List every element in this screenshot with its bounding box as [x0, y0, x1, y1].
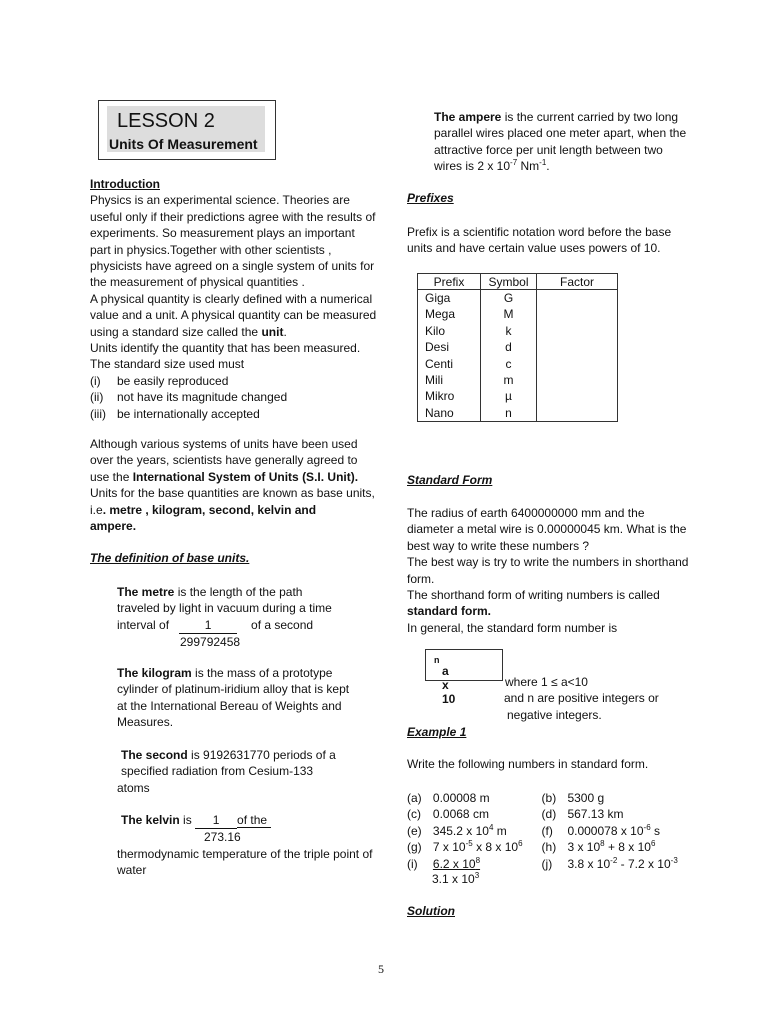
si-line [90, 502, 380, 518]
ampere-text: attractive force per unit length between two [434, 142, 663, 157]
metre-fraction-numerator: 1 [179, 617, 237, 634]
factor-column-header: Factor [537, 274, 618, 290]
example-expression: 0.00008 m [432, 791, 490, 805]
base-units-heading: The definition of base units. [90, 551, 250, 565]
prefixes-text: units and have certain value uses powers of 10. [407, 241, 661, 256]
si-line: Although various systems of units have been used [90, 437, 358, 451]
metre-bold: The metre [117, 585, 175, 599]
metre-text: of a second [251, 617, 314, 632]
list-item-number: (ii) [90, 390, 104, 405]
si-line [90, 518, 380, 534]
symbol-cell: G [481, 290, 537, 307]
symbol-cell: d [481, 339, 537, 355]
kilogram-text: Measures. [117, 715, 174, 730]
formula-base: a x 10 [442, 664, 456, 706]
second-text: atoms [117, 780, 150, 795]
si-unit-bold: International System of Units (S.I. Unit). [132, 469, 359, 484]
condition-text: where 1 ≤ a<10 [505, 675, 588, 689]
factor-cell [537, 405, 618, 422]
example-expression: 345.2 x $10^4$ m [432, 822, 507, 838]
table-row [418, 323, 618, 339]
example-row [407, 839, 707, 855]
kilogram-text: cylinder of platinum-iridium alloy that is kept [117, 682, 350, 697]
prefix-cell: Desi [418, 339, 481, 355]
example-instruction: Write the following numbers in standard form. [407, 757, 649, 771]
lesson-number: LESSON 2 [117, 110, 215, 132]
symbol-column-header: Symbol [481, 274, 537, 290]
symbol-cell: µ [481, 388, 537, 404]
ampere-text: parallel wires placed one meter apart, when the [434, 126, 687, 141]
introduction-body [90, 192, 380, 323]
example-label: (h) [541, 840, 557, 855]
ampere-bold: The ampere [434, 110, 502, 124]
unit-line-text: using a standard size called the [90, 324, 262, 339]
ampere-text: . [546, 159, 550, 174]
introduction-line: the measurement of physical quantities . [90, 275, 305, 290]
prefix-cell: Mega [418, 306, 481, 322]
example-items [407, 790, 707, 872]
si-line [90, 469, 380, 485]
kelvin-text: water [117, 863, 147, 878]
kelvin-text: thermodynamic temperature of the triple point of [117, 846, 373, 861]
standard-form-general: In general, the standard form number is [407, 620, 618, 635]
metre-text: is the length of the path [174, 585, 303, 599]
ampere-exponent: -7 [510, 158, 518, 168]
table-row [418, 356, 618, 372]
list-item-text: be easily reproduced [117, 373, 229, 388]
prefix-table-header [418, 274, 618, 290]
ampere-text: wires is 2 x 10 [434, 159, 511, 174]
kelvin-bold: The kelvin [121, 813, 180, 827]
example-label: (a) [407, 791, 422, 805]
standard-form-line: The radius of earth 6400000000 mm and the [407, 506, 645, 520]
table-row [418, 405, 618, 422]
ampere-definition [434, 109, 694, 175]
list-item-number: (i) [90, 373, 101, 388]
kelvin-fraction-denominator: 273.16 [204, 830, 241, 845]
example-i-denominator [432, 872, 479, 886]
example-label: (g) [407, 840, 422, 855]
metre-text: interval of [117, 617, 170, 632]
table-row [418, 372, 618, 388]
list-item [90, 406, 380, 422]
unit-line-end: . [283, 324, 287, 339]
example-expression: 3 x $10^8 + 8$ x $10^6$ [567, 839, 656, 855]
introduction-line: useful only if their predictions agree with the results of [90, 209, 376, 224]
symbol-cell: M [481, 306, 537, 322]
table-row [418, 290, 618, 307]
requirements-list [90, 373, 380, 422]
factor-cell [537, 339, 618, 355]
prefixes-text: Prefix is a scientific notation word before the base [407, 225, 672, 239]
i-denominator-exponent: 3 [474, 871, 480, 880]
prefix-column-header: Prefix [418, 274, 481, 290]
introduction-line: part in physics.Together with other scientists , [90, 242, 332, 257]
si-ampere-bold: ampere. [90, 519, 137, 534]
kilogram-bold: The kilogram [117, 666, 192, 680]
example-label: (d) [541, 807, 557, 822]
introduction-line: value and a unit. A physical quantity can be measured [90, 308, 377, 323]
introduction-line: experiments. So measurement plays an important [90, 226, 355, 241]
introduction-heading: Introduction [90, 177, 160, 191]
prefix-cell: Mikro [418, 388, 481, 404]
factor-cell [537, 290, 618, 307]
prefix-cell: Mili [418, 372, 481, 388]
list-item [90, 373, 380, 389]
example-expression: 567.13 km [567, 807, 624, 822]
standard-form-heading: Standard Form [407, 473, 493, 487]
standard-form-bold: standard form. [407, 604, 492, 619]
symbol-cell: n [481, 405, 537, 422]
symbol-cell: k [481, 323, 537, 339]
prefix-cell: Giga [418, 290, 481, 307]
example-label: (c) [407, 807, 421, 822]
factor-cell [537, 356, 618, 372]
introduction-unit-line [90, 324, 380, 340]
unit-bold: unit [261, 324, 284, 339]
lesson-title-box [98, 100, 276, 160]
si-line: Units for the base quantities are known as base units, [90, 486, 375, 501]
example-expression: 5300 g [567, 791, 605, 805]
lesson-title-inner [107, 106, 265, 152]
example-row [407, 823, 707, 839]
prefixes-description [407, 224, 697, 257]
si-line: over the years, scientists have generally agreed to [90, 453, 358, 468]
standard-form-formula [434, 655, 456, 706]
metre-fraction-denominator: 299792458 [180, 635, 241, 650]
si-text: use the [90, 469, 133, 484]
factor-cell [537, 306, 618, 322]
symbol-cell: m [481, 372, 537, 388]
table-row [418, 306, 618, 322]
kilogram-definition [117, 665, 387, 731]
prefixes-heading: Prefixes [407, 191, 454, 205]
example-expression: 7 x $10^{-5}$ x 8 x $10^6$ [432, 839, 523, 855]
condition-text: and n are positive integers or [504, 691, 659, 706]
table-row [418, 339, 618, 355]
example-expression: 3.8 x $10^{-2} - 7.2$ x $10^{-3}$ [567, 855, 678, 871]
si-paragraph [90, 436, 380, 534]
si-base-units-bold: . metre , kilogram, second, kelvin and [102, 502, 317, 517]
list-item [90, 389, 380, 405]
standard-form-line: best way to write these numbers ? [407, 538, 590, 553]
kelvin-text: is [179, 813, 196, 827]
prefix-cell: Nano [418, 405, 481, 422]
si-text: i.e [90, 502, 103, 517]
introduction-line: physicists have agreed on a single system of units for [90, 259, 375, 274]
standard-form-conditions [504, 674, 704, 723]
list-item-text: not have its magnitude changed [117, 390, 288, 405]
standard-form-line: The best way is try to write the numbers in shorthand [407, 555, 689, 570]
list-item-text: be internationally accepted [117, 406, 260, 421]
example-heading: Example 1 [407, 725, 467, 739]
standard-form-line: diameter a metal wire is 0.00000045 km. What is the [407, 522, 687, 537]
solution-heading: Solution [407, 904, 455, 918]
example-label: (b) [541, 791, 557, 805]
second-text: is 9192631770 periods of a [187, 748, 336, 762]
example-expression: 0.0068 cm [432, 807, 489, 822]
prefix-table-body [418, 290, 618, 422]
factor-cell [537, 372, 618, 388]
kilogram-text: is the mass of a prototype [191, 666, 333, 680]
kilogram-text: at the International Bereau of Weights and [117, 698, 342, 713]
standard-form-text [407, 505, 707, 603]
example-row [407, 806, 707, 822]
example-label: (j) [541, 856, 553, 871]
ampere-exponent: -1 [539, 158, 547, 168]
table-row [418, 388, 618, 404]
kelvin-fraction-numerator: 1 [195, 812, 237, 829]
introduction-section [90, 176, 380, 422]
prefix-table [417, 273, 618, 422]
factor-cell [537, 323, 618, 339]
example-row [407, 790, 707, 806]
introduction-line: Units identify the quantity that has been measured. [90, 341, 361, 356]
list-item-number: (iii) [90, 406, 106, 421]
metre-definition [117, 584, 387, 651]
introduction-line: A physical quantity is clearly defined with a numerical [90, 291, 373, 306]
factor-cell [537, 388, 618, 404]
page-number: 5 [378, 962, 384, 976]
standard-form-line: form. [407, 571, 435, 586]
example-expression: 0.000078 x $10^{-6}$ s [567, 822, 660, 838]
lesson-subtitle: Units Of Measurement [109, 136, 258, 152]
introduction-line: Physics is an experimental science. Theories are [90, 193, 350, 208]
symbol-cell: c [481, 356, 537, 372]
metre-text: traveled by light in vacuum during a time [117, 601, 332, 616]
example-label: (i) [407, 856, 418, 871]
standard-form-formula-box [425, 649, 503, 706]
second-bold: The second [121, 748, 188, 762]
second-text: specified radiation from Cesium-133 [121, 764, 314, 779]
example-label: (f) [541, 823, 553, 838]
kelvin-definition [117, 812, 387, 879]
example-expression: 6.2 x $10^8$ [432, 855, 481, 871]
example-row [407, 856, 707, 872]
prefix-cell: Centi [418, 356, 481, 372]
introduction-line: The standard size used must [90, 357, 245, 372]
prefix-cell: Kilo [418, 323, 481, 339]
i-denominator-base: 3.1 x 10 [432, 872, 475, 886]
condition-text: negative integers. [507, 707, 602, 722]
ampere-unit: Nm [517, 159, 540, 174]
kelvin-text: of the [237, 813, 271, 828]
formula-exponent: n [434, 655, 440, 665]
standard-form-line: The shorthand form of writing numbers is called [407, 588, 660, 603]
standard-form-body [407, 505, 707, 636]
ampere-text: is the current carried by two long [501, 110, 679, 124]
second-definition [117, 747, 387, 796]
example-label: (e) [407, 823, 422, 838]
